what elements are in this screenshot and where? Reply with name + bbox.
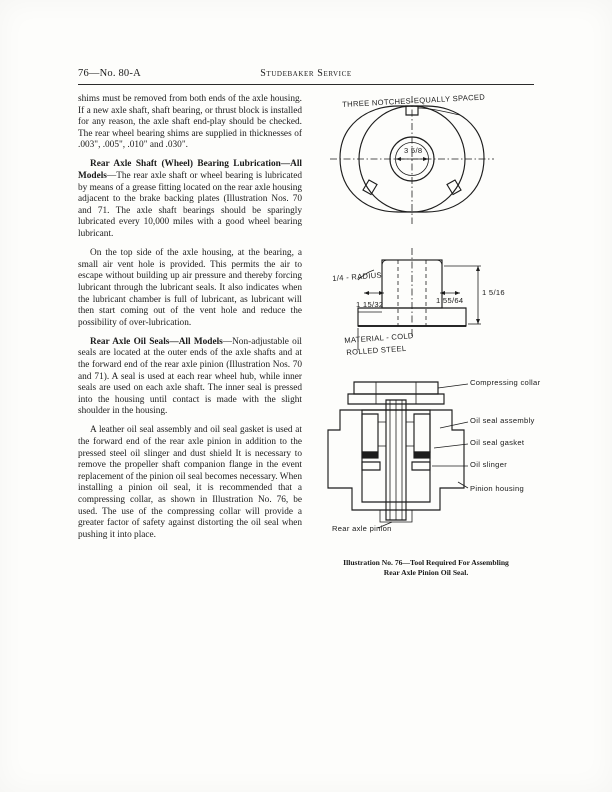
plan-view-group [330,96,494,224]
caption-line-2: Rear Axle Pinion Oil Seal. [383,567,469,577]
header-rule [78,84,534,85]
heading-rear-axle-oil-seals: Rear Axle Oil Seals—All Models [90,336,223,347]
running-head: Studebaker Service [260,68,352,79]
figure-pinion-assembly [318,370,541,540]
paragraph-5: A leather oil seal assembly and oil seal gasket is used at the forward end of the rear axle pinion in addition to the pressed steel oil slinger and dust shield It is necessary to remove the propeller shaft companion flange in the event replacement of the pinion oil seal becomes necessary. When installing a pinion oil seal, it is recommended that a compressing collar, as shown in Illustration No. 76, be used. The use of the compressing collar will provide a greater factor of safety against distorting the oil seal when pushing it into place. [78,425,302,540]
page-folio: 76—No. 80-A [78,68,141,79]
heading-rear-axle-shaft-bearing-lubrication: Rear Axle Shaft (Wheel) Bearing Lubrication—All Models [78,159,302,182]
label-dim-left: 1 15/32 [356,300,384,309]
caption-line-1: Illustration No. 76—Tool Required For Assembling [343,558,509,567]
paragraph-4 [78,337,302,418]
label-three-notches: THREE NOTCHES-EQUALLY SPACED [342,92,486,109]
illustration-column [318,88,541,540]
label-oil-seal-gasket: Oil seal gasket [470,438,525,447]
page-header [78,68,534,88]
label-oil-slinger: Oil slinger [470,460,508,469]
label-oil-seal-assembly: Oil seal assembly [470,416,535,425]
label-material-line-2: ROLLED STEEL [346,343,407,357]
label-dim-right: 1 55/64 [436,296,464,305]
figure-caption [318,558,534,577]
label-bore-dimension: 3 5/8 [404,146,423,155]
paragraph-2 [78,159,302,240]
paragraph-3: On the top side of the axle housing, at the bearing, a small air vent hole is provided. This permits the air to escape without building up air pressure and thereby forcing lubricant through the lubricant seals. It also indicates when the lubricant chamber is full of lubricant, as lubricant will then start coming out of the vent hole and reduce the possibility of over-lubrication. [78,248,302,328]
figure-tool-drawing [318,88,534,366]
body-text-column [78,94,302,549]
label-dim-right-lower: 1 5/16 [482,288,505,297]
label-material-line-1: MATERIAL - COLD [344,331,414,345]
pinion-assembly-svg [318,370,534,540]
paragraph-4-text: —Non-adjustable oil seals are located at the outer ends of the axle shafts and at the forward end of the rear axle pinion (Illustration Nos. 70 and 71). A seal is used at each rear wheel hub, while inner seals are used on each axle shaft. The inner seal is pressed into the housing until contact is made with the slight shoulder in the housing. [78,336,302,417]
tool-drawing-svg [318,88,534,366]
label-radius: 1/4 - RADIUS [332,270,383,283]
rear-axle-pinion [380,400,412,522]
label-pinion-housing: Pinion housing [470,484,525,493]
label-rear-axle-pinion: Rear axle pinion [332,524,392,533]
paragraph-1: shims must be removed from both ends of the axle housing. If a new axle shaft, shaft bearing, or thrust block is installed for any reason, the axle shaft end-play should be checked. The rear wheel bearing shims are supplied in thicknesses of .003", .005", .010" and .030". [78,94,302,151]
label-compressing-collar: Compressing collar [470,378,541,387]
paragraph-2-text: —The rear axle shaft or wheel bearing is lubricated by means of a grease fitting located on the rear axle housing adjacent to the brake backing plates (Illustration Nos. 70 and 71. The axle shaft bearings should be sparingly lubricated every 10,000 miles with a good wheel bearing lubricant. [78,171,302,240]
